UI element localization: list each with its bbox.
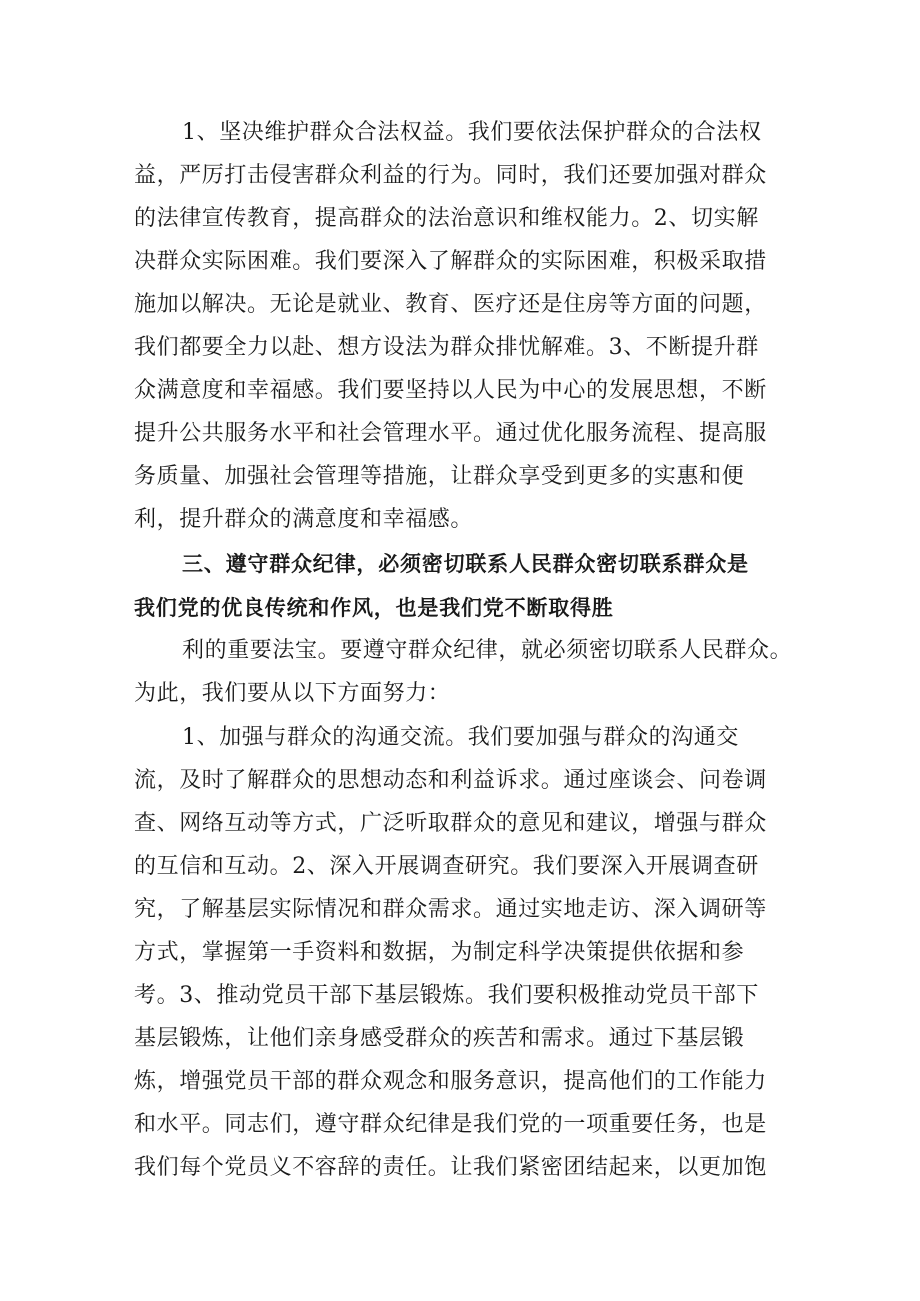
text-line: 究，了解基层实际情况和群众需求。通过实地走访、深入调研等 (134, 897, 767, 922)
text-line: 流，及时了解群众的思想动态和利益诉求。通过座谈会、问卷调 (134, 768, 767, 793)
text-line: 查、网络互动等方式，广泛听取群众的意见和建议，增强与群众 (134, 811, 767, 836)
text-line: 为此，我们要从以下方面努力： (134, 681, 451, 706)
text-line: 1、加强与群众的沟通交流。我们要加强与群众的沟通交 (182, 725, 739, 750)
text-line: 务质量、加强社会管理等措施，让群众享受到更多的实惠和便 (134, 464, 745, 489)
text-line: 提升公共服务水平和社会管理水平。通过优化服务流程、提高服 (134, 421, 767, 446)
text-line: 考。3、推动党员干部下基层锻炼。我们要积极推动党员干部下 (134, 983, 759, 1008)
text-line: 我们都要全力以赴、想方设法为群众排忧解难。3、不断提升群 (134, 335, 759, 360)
text-line: 基层锻炼，让他们亲身感受群众的疾苦和需求。通过下基层锻 (134, 1026, 745, 1051)
text-line: 和水平。同志们，遵守群众纪律是我们党的一项重要任务，也是 (134, 1112, 767, 1137)
text-line: 决群众实际困难。我们要深入了解群众的实际困难，积极采取措 (134, 249, 767, 274)
text-line: 利，提升群众的满意度和幸福感。 (134, 507, 474, 532)
text-line: 益，严厉打击侵害群众利益的行为。同时，我们还要加强对群众 (134, 163, 767, 188)
text-line: 的法律宣传教育，提高群众的法治意识和维权能力。2、切实解 (134, 206, 759, 231)
section-heading-line: 三、遵守群众纪律，必须密切联系人民群众密切联系群众是 (182, 552, 749, 576)
text-line: 施加以解决。无论是就业、教育、医疗还是住房等方面的问题， (134, 292, 767, 317)
text-line: 方式，掌握第一手资料和数据，为制定科学决策提供依据和参 (134, 940, 745, 965)
section-heading-line: 我们党的优良传统和作风，也是我们党不断取得胜 (134, 596, 614, 620)
text-line: 炼，增强党员干部的群众观念和服务意识，提高他们的工作能力 (134, 1069, 767, 1094)
text-line: 我们每个党员义不容辞的责任。让我们紧密团结起来，以更加饱 (134, 1155, 767, 1180)
text-line: 1、坚决维护群众合法权益。我们要依法保护群众的合法权 (182, 120, 762, 145)
text-line: 众满意度和幸福感。我们要坚持以人民为中心的发展思想，不断 (134, 378, 767, 403)
text-line: 利的重要法宝。要遵守群众纪律，就必须密切联系人民群众。 (182, 638, 793, 663)
text-line: 的互信和互动。2、深入开展调查研究。我们要深入开展调查研 (134, 854, 759, 879)
